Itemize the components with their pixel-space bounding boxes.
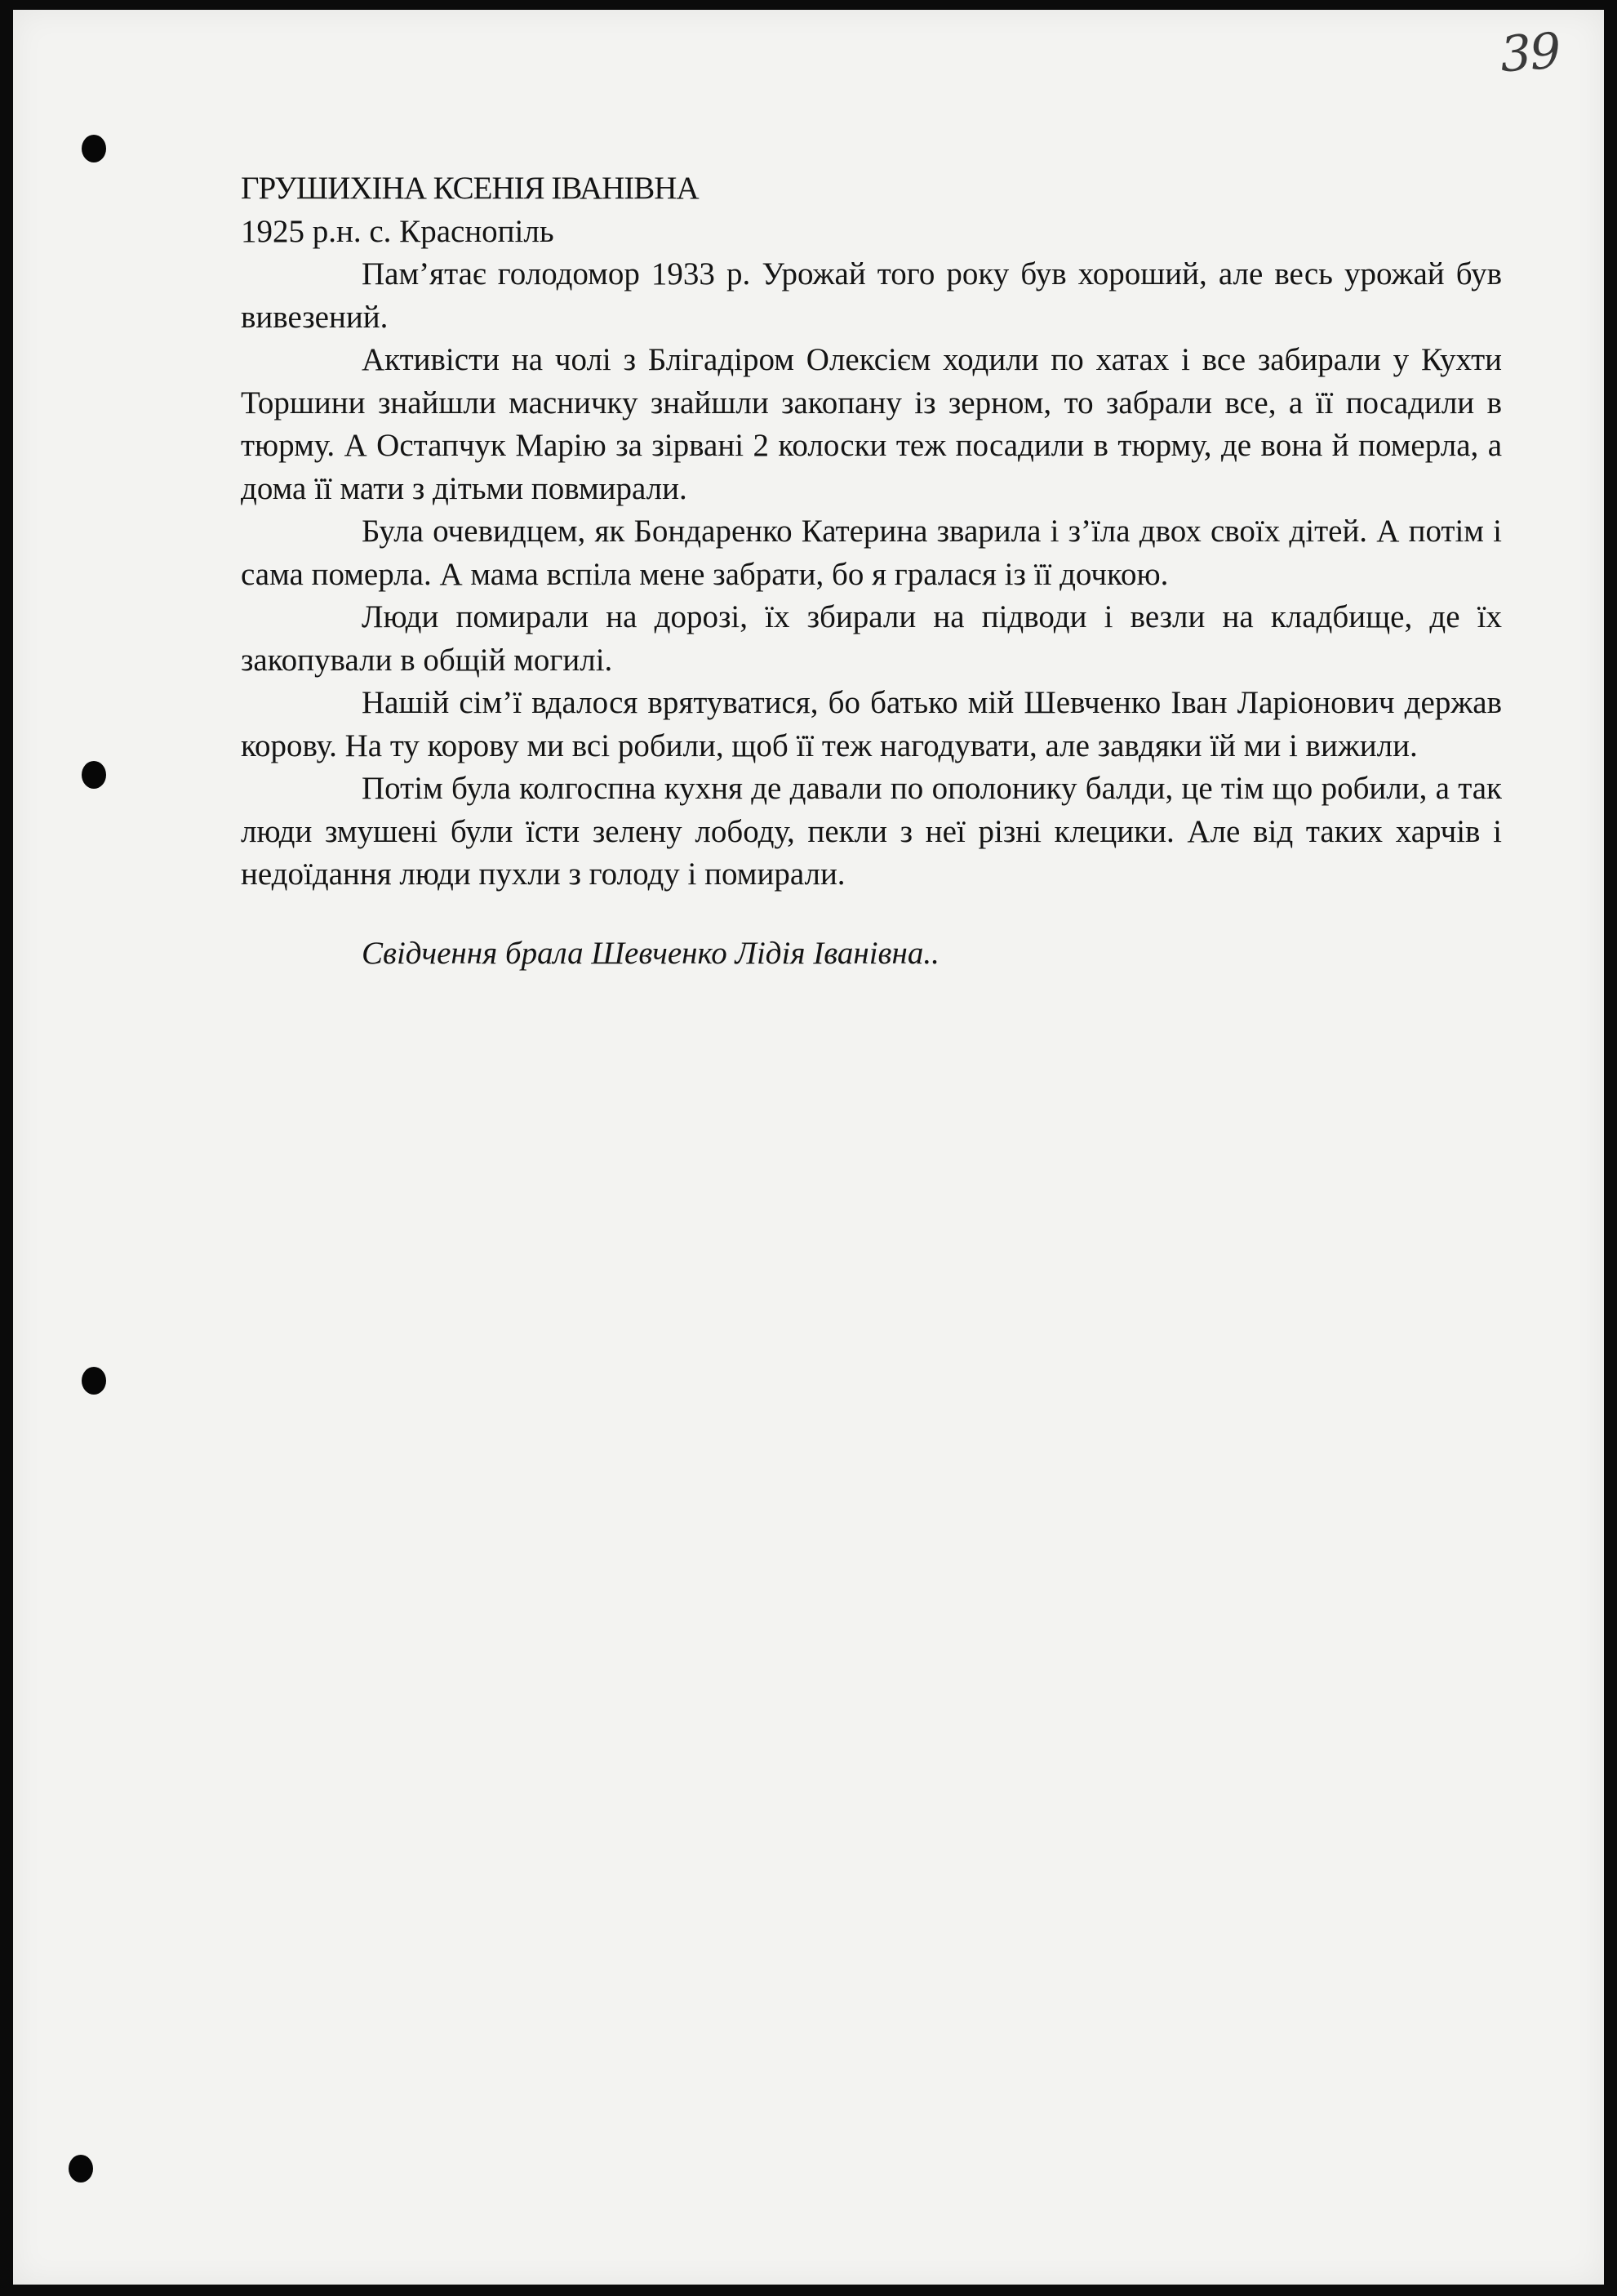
birth-info: 1925 р.н. с. Краснопіль [241, 213, 554, 249]
punch-hole [82, 761, 106, 789]
witness-name-heading: ГРУШИХІНА КСЕНІЯ ІВАНІВНА [241, 171, 699, 206]
paragraph-witness: Була очевидцем, як Бондаренко Катерина зварила і з’їла двох своїх дітей. А потім і сама померла. А мама вспіла мене забрати, бо я гралася із її дочкою. [241, 514, 1502, 592]
paragraph-survival: Нашій сім’ї вдалося врятуватися, бо батько мій Шевченко Іван Ларіонович держав корову. На ту корову ми всі робили, щоб її теж нагодувати, але завдяки їй ми і вижили. [241, 685, 1502, 763]
document-body [241, 167, 1502, 975]
punch-hole [69, 2155, 93, 2183]
paragraph-burials: Люди помирали на дорозі, їх збирали на підводи і везли на кладбище, де їх закопували в общій могилі. [241, 599, 1502, 678]
punch-hole [82, 1367, 106, 1395]
testimony-recorder-signature: Свідчення брала Шевченко Лідія Іванівна.. [362, 935, 940, 971]
punch-hole [82, 135, 106, 162]
handwritten-page-number: 39 [1498, 22, 1561, 84]
paragraph-kitchen: Потім була колгоспна кухня де давали по ополонику балди, це тім що робили, а так люди змушені були їсти зелену лободу, пекли з неї різні клецики. Але від таких харчів і недоїдання люди пухли з голоду і помирали. [241, 771, 1502, 892]
paragraph-memory: Пам’ятає голодомор 1933 р. Урожай того року був хороший, але весь урожай був вивезений. [241, 256, 1502, 335]
paragraph-activists: Активісти на чолі з Блігадіром Олексієм ходили по хатах і все забирали у Кухти Торшини знайшли масничку знайшли закопану із зерном, то забрали все, а її посадили в тюрму. А Остапчук Марію за зірвані 2 колоски теж посадили в тюрму, де вона й померла, а дома її мати з дітьми повмирали. [241, 342, 1502, 506]
